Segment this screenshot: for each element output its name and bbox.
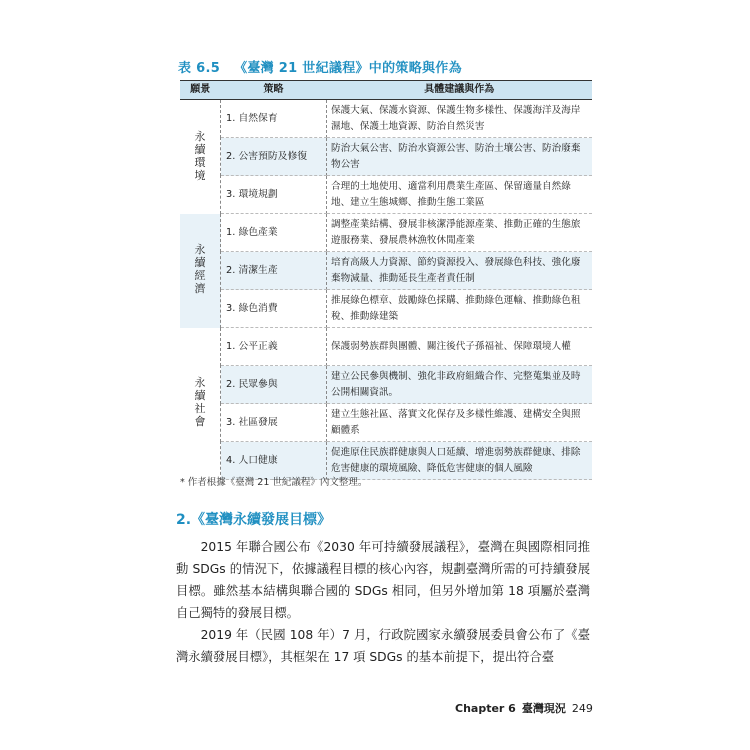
actions-cell: 調整產業結構、發展非核潔淨能源產業、推動正確的生態旅遊服務業、發展農林漁牧休閒產業 — [327, 214, 593, 252]
paragraph: 2019 年（民國 108 年）7 月，行政院國家永續發展委員會公布了《臺灣永續發展目標》，其框架在 17 項 SDGs 的基本前提下，提出符合臺 — [176, 628, 590, 664]
actions-cell: 保護大氣、保護水資源、保護生物多樣性、保護海洋及海岸濕地、保護土地資源、防治自然災害 — [327, 100, 593, 138]
header-vision: 願景 — [180, 81, 221, 100]
footer-chapter: Chapter 6 — [455, 702, 516, 715]
table-row — [180, 100, 592, 138]
actions-cell: 合理的土地使用、適當利用農業生產區、保留適量自然綠地、建立生態城鄉、推動生態工業區 — [327, 176, 593, 214]
section-heading: 2.《臺灣永續發展目標》 — [176, 512, 332, 528]
strategy-cell: 2. 民眾參與 — [221, 366, 327, 404]
table-row — [180, 328, 592, 366]
strategy-cell: 2. 公害預防及修復 — [221, 138, 327, 176]
body-text — [176, 536, 590, 668]
actions-cell: 建立生態社區、落實文化保存及多樣性維護、建構安全與照顧體系 — [327, 404, 593, 442]
strategy-cell: 1. 綠色產業 — [221, 214, 327, 252]
table-row — [180, 366, 592, 404]
page-footer — [455, 700, 635, 716]
table-row — [180, 252, 592, 290]
strategy-cell: 2. 清潔生產 — [221, 252, 327, 290]
table-note: * 作者根據《臺灣 21 世紀議程》內文整理。 — [180, 477, 368, 488]
actions-cell: 保護弱勢族群與團體、關注後代子孫福祉、保障環境人權 — [327, 328, 593, 366]
vision-label: 永續社會 — [194, 376, 206, 429]
actions-cell: 推展綠色標章、鼓勵綠色採購、推動綠色運輸、推動綠色租稅、推動綠建築 — [327, 290, 593, 328]
page-number: 249 — [571, 702, 593, 715]
strategy-table — [180, 80, 592, 480]
header-strategy: 策略 — [221, 81, 327, 100]
table-title: 《臺灣 21 世紀議程》中的策略與作為 — [234, 61, 462, 76]
actions-cell: 培育高級人力資源、節約資源投入、發展綠色科技、強化廢棄物減量、推動延長生產者責任制 — [327, 252, 593, 290]
table-row — [180, 138, 592, 176]
vision-cell — [180, 328, 221, 480]
table-number: 表 6.5 — [178, 61, 221, 76]
table-row — [180, 290, 592, 328]
strategy-cell: 3. 社區發展 — [221, 404, 327, 442]
paragraph: 2015 年聯合國公布《2030 年可持續發展議程》，臺灣在與國際相同推動 SDGs 的情況下，依據議程目標的核心內容，規劃臺灣所需的可持續發展目標。雖然基本結構與聯合國的 SDGs 相同，但另外增加第 18 項屬於臺灣自己獨特的發展目標。 — [176, 540, 590, 620]
actions-cell: 建立公民參與機制、強化非政府組織合作、完整蒐集並及時公開相關資訊。 — [327, 366, 593, 404]
actions-cell: 促進原住民族群健康與人口延續、增進弱勢族群健康、排除危害健康的環境風險、降低危害健康的個人風險 — [327, 442, 593, 480]
strategy-cell: 1. 公平正義 — [221, 328, 327, 366]
table-row — [180, 214, 592, 252]
vision-cell — [180, 214, 221, 328]
table-header-row — [180, 81, 592, 100]
strategy-cell: 3. 環境規劃 — [221, 176, 327, 214]
strategy-cell: 3. 綠色消費 — [221, 290, 327, 328]
strategy-cell: 1. 自然保育 — [221, 100, 327, 138]
footer-section: 臺灣現況 — [521, 702, 566, 715]
vision-label: 永續環境 — [194, 129, 206, 182]
header-actions: 具體建議與作為 — [327, 81, 593, 100]
vision-label: 永續經濟 — [194, 243, 206, 296]
table-caption — [178, 57, 462, 76]
strategy-cell: 4. 人口健康 — [221, 442, 327, 480]
table-row — [180, 176, 592, 214]
table-row — [180, 404, 592, 442]
vision-cell — [180, 100, 221, 214]
actions-cell: 防治大氣公害、防治水資源公害、防治土壤公害、防治廢棄物公害 — [327, 138, 593, 176]
